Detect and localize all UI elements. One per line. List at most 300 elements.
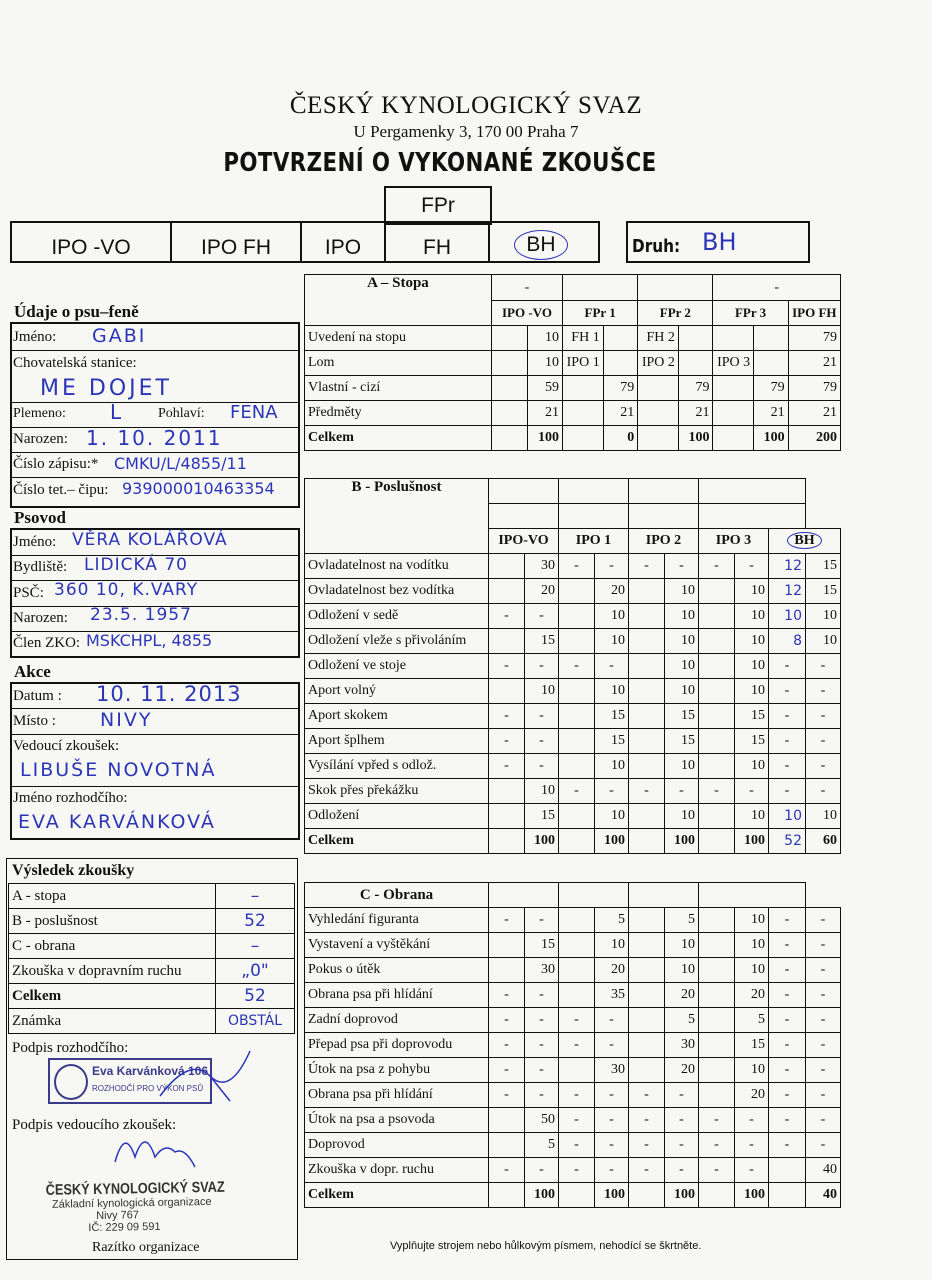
obrana-cell[interactable]: - bbox=[489, 1083, 525, 1108]
obrana-cell[interactable]: - bbox=[489, 908, 525, 933]
result-value[interactable]: – bbox=[216, 934, 295, 959]
poslusnost-cell[interactable] bbox=[629, 654, 665, 679]
stopa-cell[interactable]: 100 bbox=[754, 426, 789, 451]
handler-address[interactable]: LIDICKÁ 70 bbox=[84, 555, 188, 575]
obrana-cell[interactable] bbox=[629, 1183, 665, 1208]
poslusnost-cell[interactable]: 10 bbox=[525, 679, 559, 704]
obrana-cell[interactable] bbox=[699, 1058, 735, 1083]
obrana-cell[interactable]: - bbox=[665, 1133, 699, 1158]
obrana-cell[interactable]: - bbox=[525, 1158, 559, 1183]
obrana-cell[interactable]: - bbox=[629, 1108, 665, 1133]
poslusnost-cell[interactable] bbox=[559, 579, 595, 604]
tattoo[interactable]: 939000010463354 bbox=[122, 479, 275, 498]
result-value[interactable]: OBSTÁL bbox=[216, 1009, 295, 1034]
obrana-cell[interactable] bbox=[699, 933, 735, 958]
stopa-cell[interactable]: 21 bbox=[528, 401, 563, 426]
poslusnost-cell[interactable]: - bbox=[769, 679, 806, 704]
poslusnost-cell[interactable]: - bbox=[769, 729, 806, 754]
stopa-cell[interactable] bbox=[563, 401, 604, 426]
poslusnost-cell[interactable]: 10 bbox=[595, 679, 629, 704]
obrana-cell[interactable]: - bbox=[525, 1008, 559, 1033]
stopa-cell[interactable]: 79 bbox=[788, 376, 840, 401]
obrana-cell[interactable]: - bbox=[559, 1008, 595, 1033]
stopa-cell[interactable]: 10 bbox=[528, 326, 563, 351]
poslusnost-cell[interactable]: - bbox=[525, 729, 559, 754]
obrana-cell[interactable]: 30 bbox=[595, 1058, 629, 1083]
obrana-cell[interactable] bbox=[699, 908, 735, 933]
poslusnost-cell[interactable]: - bbox=[806, 679, 841, 704]
obrana-cell[interactable] bbox=[559, 958, 595, 983]
obrana-cell[interactable]: - bbox=[735, 1133, 769, 1158]
poslusnost-cell[interactable]: - bbox=[489, 704, 525, 729]
poslusnost-cell[interactable] bbox=[489, 629, 525, 654]
poslusnost-cell[interactable]: - bbox=[629, 779, 665, 804]
obrana-cell[interactable]: - bbox=[489, 1158, 525, 1183]
obrana-cell[interactable]: - bbox=[525, 1083, 559, 1108]
psc[interactable]: 360 10, K.VARY bbox=[54, 580, 199, 600]
poslusnost-cell[interactable]: 10 bbox=[665, 579, 699, 604]
poslusnost-cell[interactable]: 15 bbox=[525, 804, 559, 829]
poslusnost-cell[interactable]: 15 bbox=[806, 554, 841, 579]
obrana-cell[interactable]: - bbox=[735, 1108, 769, 1133]
exam-ipo-vo[interactable]: IPO -VO bbox=[51, 236, 131, 259]
obrana-cell[interactable] bbox=[559, 983, 595, 1008]
poslusnost-cell[interactable]: 15 bbox=[806, 579, 841, 604]
poslusnost-cell[interactable]: - bbox=[629, 554, 665, 579]
poslusnost-cell[interactable]: 10 bbox=[665, 804, 699, 829]
poslusnost-cell[interactable]: - bbox=[489, 654, 525, 679]
poslusnost-cell[interactable]: 10 bbox=[665, 629, 699, 654]
poslusnost-cell[interactable]: 100 bbox=[525, 829, 559, 854]
poslusnost-cell[interactable]: 10 bbox=[735, 754, 769, 779]
obrana-cell[interactable]: - bbox=[769, 983, 806, 1008]
poslusnost-cell[interactable]: 10 bbox=[665, 754, 699, 779]
stopa-cell[interactable] bbox=[491, 326, 528, 351]
place[interactable]: NIVY bbox=[100, 709, 153, 731]
stopa-cell[interactable] bbox=[491, 376, 528, 401]
poslusnost-cell[interactable] bbox=[699, 629, 735, 654]
obrana-cell[interactable]: 15 bbox=[735, 1033, 769, 1058]
poslusnost-cell[interactable] bbox=[699, 829, 735, 854]
poslusnost-cell[interactable]: - bbox=[595, 654, 629, 679]
obrana-cell[interactable]: 5 bbox=[665, 1008, 699, 1033]
poslusnost-cell[interactable]: 15 bbox=[735, 729, 769, 754]
obrana-cell[interactable]: - bbox=[806, 1108, 841, 1133]
poslusnost-cell[interactable]: - bbox=[525, 704, 559, 729]
stopa-cell[interactable]: 21 bbox=[754, 401, 789, 426]
stopa-cell[interactable] bbox=[603, 326, 638, 351]
obrana-cell[interactable]: - bbox=[595, 1158, 629, 1183]
poslusnost-cell[interactable]: 10 bbox=[735, 654, 769, 679]
exam-ipo-fh[interactable]: IPO FH bbox=[200, 236, 271, 259]
obrana-cell[interactable]: - bbox=[806, 1058, 841, 1083]
poslusnost-cell[interactable] bbox=[559, 629, 595, 654]
obrana-cell[interactable] bbox=[559, 1058, 595, 1083]
obrana-cell[interactable]: 100 bbox=[595, 1183, 629, 1208]
obrana-cell[interactable]: 100 bbox=[525, 1183, 559, 1208]
poslusnost-cell[interactable]: 10 bbox=[769, 604, 806, 629]
exam-bh-circled[interactable]: BH bbox=[514, 230, 568, 260]
poslusnost-cell[interactable]: 10 bbox=[525, 779, 559, 804]
stopa-cell[interactable]: 21 bbox=[788, 351, 840, 376]
poslusnost-cell[interactable]: 15 bbox=[735, 704, 769, 729]
stopa-cell[interactable]: FH 2 bbox=[638, 326, 679, 351]
poslusnost-cell[interactable] bbox=[629, 679, 665, 704]
poslusnost-cell[interactable]: 10 bbox=[806, 804, 841, 829]
poslusnost-cell[interactable] bbox=[489, 779, 525, 804]
poslusnost-cell[interactable]: 20 bbox=[595, 579, 629, 604]
stopa-cell[interactable]: 79 bbox=[603, 376, 638, 401]
poslusnost-cell[interactable]: - bbox=[769, 704, 806, 729]
poslusnost-cell[interactable]: 12 bbox=[769, 579, 806, 604]
poslusnost-cell[interactable] bbox=[629, 804, 665, 829]
stopa-cell[interactable]: FH 1 bbox=[563, 326, 604, 351]
poslusnost-cell[interactable]: 10 bbox=[665, 679, 699, 704]
poslusnost-cell[interactable]: 15 bbox=[525, 629, 559, 654]
member[interactable]: MSKCHPL, 4855 bbox=[86, 631, 213, 650]
obrana-cell[interactable]: - bbox=[699, 1158, 735, 1183]
obrana-cell[interactable] bbox=[559, 908, 595, 933]
stopa-cell[interactable]: 79 bbox=[754, 376, 789, 401]
obrana-cell[interactable] bbox=[489, 933, 525, 958]
poslusnost-cell[interactable]: 100 bbox=[665, 829, 699, 854]
stopa-cell[interactable] bbox=[638, 426, 679, 451]
poslusnost-cell[interactable]: - bbox=[595, 554, 629, 579]
obrana-cell[interactable]: - bbox=[595, 1083, 629, 1108]
date[interactable]: 10. 11. 2013 bbox=[96, 682, 242, 706]
poslusnost-cell[interactable]: - bbox=[699, 779, 735, 804]
obrana-cell[interactable]: - bbox=[489, 1033, 525, 1058]
dog-born[interactable]: 1. 10. 2011 bbox=[86, 426, 223, 450]
obrana-cell[interactable]: 20 bbox=[595, 958, 629, 983]
obrana-cell[interactable]: - bbox=[595, 1108, 629, 1133]
poslusnost-cell[interactable] bbox=[699, 579, 735, 604]
poslusnost-cell[interactable]: - bbox=[769, 654, 806, 679]
obrana-cell[interactable]: 5 bbox=[595, 908, 629, 933]
stopa-cell[interactable]: 59 bbox=[528, 376, 563, 401]
obrana-cell[interactable]: - bbox=[595, 1033, 629, 1058]
obrana-cell[interactable]: - bbox=[769, 1033, 806, 1058]
poslusnost-cell[interactable]: - bbox=[806, 779, 841, 804]
obrana-cell[interactable]: 40 bbox=[806, 1183, 841, 1208]
obrana-cell[interactable] bbox=[699, 1008, 735, 1033]
stopa-cell[interactable]: 79 bbox=[788, 326, 840, 351]
judge[interactable]: EVA KARVÁNKOVÁ bbox=[18, 811, 216, 833]
stopa-cell[interactable] bbox=[491, 401, 528, 426]
stopa-cell[interactable]: 100 bbox=[528, 426, 563, 451]
poslusnost-cell[interactable] bbox=[629, 829, 665, 854]
poslusnost-cell[interactable]: 10 bbox=[806, 629, 841, 654]
obrana-cell[interactable]: - bbox=[525, 1033, 559, 1058]
obrana-cell[interactable]: 10 bbox=[735, 958, 769, 983]
poslusnost-cell[interactable] bbox=[489, 829, 525, 854]
poslusnost-cell[interactable]: - bbox=[559, 654, 595, 679]
stopa-cell[interactable] bbox=[754, 351, 789, 376]
poslusnost-cell[interactable]: 10 bbox=[665, 604, 699, 629]
stopa-cell[interactable]: 100 bbox=[678, 426, 713, 451]
obrana-cell[interactable] bbox=[489, 1183, 525, 1208]
poslusnost-cell[interactable]: 30 bbox=[525, 554, 559, 579]
poslusnost-cell[interactable]: 10 bbox=[595, 604, 629, 629]
obrana-cell[interactable]: - bbox=[629, 1133, 665, 1158]
stopa-cell[interactable] bbox=[563, 426, 604, 451]
poslusnost-cell[interactable] bbox=[489, 679, 525, 704]
obrana-cell[interactable]: 50 bbox=[525, 1108, 559, 1133]
obrana-cell[interactable] bbox=[699, 958, 735, 983]
poslusnost-cell[interactable] bbox=[699, 754, 735, 779]
poslusnost-cell[interactable]: 10 bbox=[735, 679, 769, 704]
obrana-cell[interactable] bbox=[699, 983, 735, 1008]
poslusnost-cell[interactable] bbox=[489, 804, 525, 829]
stopa-cell[interactable] bbox=[491, 426, 528, 451]
obrana-cell[interactable]: 30 bbox=[525, 958, 559, 983]
poslusnost-cell[interactable]: 100 bbox=[735, 829, 769, 854]
obrana-cell[interactable]: - bbox=[489, 983, 525, 1008]
poslusnost-cell[interactable]: - bbox=[665, 554, 699, 579]
obrana-cell[interactable]: - bbox=[769, 1008, 806, 1033]
obrana-cell[interactable]: - bbox=[806, 983, 841, 1008]
stopa-cell[interactable]: IPO 3 bbox=[713, 351, 754, 376]
obrana-cell[interactable]: 5 bbox=[525, 1133, 559, 1158]
obrana-cell[interactable]: 10 bbox=[735, 933, 769, 958]
poslusnost-cell[interactable]: 100 bbox=[595, 829, 629, 854]
result-value[interactable]: – bbox=[216, 884, 295, 909]
poslusnost-cell[interactable]: 10 bbox=[806, 604, 841, 629]
stopa-cell[interactable]: 21 bbox=[678, 401, 713, 426]
stopa-cell[interactable] bbox=[678, 326, 713, 351]
poslusnost-cell[interactable] bbox=[559, 804, 595, 829]
poslusnost-cell[interactable]: - bbox=[735, 554, 769, 579]
leader[interactable]: LIBUŠE NOVOTNÁ bbox=[20, 759, 217, 781]
dog-name[interactable]: GABI bbox=[92, 325, 147, 347]
poslusnost-cell[interactable]: - bbox=[489, 604, 525, 629]
poslusnost-cell[interactable]: - bbox=[525, 654, 559, 679]
obrana-cell[interactable]: - bbox=[665, 1108, 699, 1133]
stopa-cell[interactable] bbox=[678, 351, 713, 376]
stopa-cell[interactable] bbox=[638, 376, 679, 401]
poslusnost-cell[interactable] bbox=[559, 704, 595, 729]
poslusnost-cell[interactable]: - bbox=[665, 779, 699, 804]
poslusnost-cell[interactable] bbox=[699, 704, 735, 729]
obrana-cell[interactable]: - bbox=[769, 1108, 806, 1133]
obrana-cell[interactable]: - bbox=[665, 1083, 699, 1108]
druh-value[interactable]: BH bbox=[702, 228, 737, 256]
obrana-cell[interactable]: 30 bbox=[665, 1033, 699, 1058]
poslusnost-cell[interactable]: 52 bbox=[769, 829, 806, 854]
poslusnost-cell[interactable] bbox=[629, 604, 665, 629]
stopa-cell[interactable] bbox=[713, 326, 754, 351]
obrana-cell[interactable]: - bbox=[595, 1133, 629, 1158]
obrana-cell[interactable]: - bbox=[699, 1108, 735, 1133]
obrana-cell[interactable]: - bbox=[489, 1058, 525, 1083]
handler-name[interactable]: VĚRA KOLÁŘOVÁ bbox=[72, 530, 228, 550]
obrana-cell[interactable]: - bbox=[806, 1033, 841, 1058]
poslusnost-cell[interactable]: - bbox=[699, 554, 735, 579]
obrana-cell[interactable] bbox=[559, 933, 595, 958]
poslusnost-cell[interactable]: 10 bbox=[735, 604, 769, 629]
obrana-cell[interactable]: - bbox=[806, 908, 841, 933]
kennel[interactable]: ME DOJET bbox=[40, 376, 172, 401]
poslusnost-cell[interactable]: - bbox=[769, 754, 806, 779]
stopa-cell[interactable]: 21 bbox=[788, 401, 840, 426]
obrana-cell[interactable]: 10 bbox=[595, 933, 629, 958]
poslusnost-cell[interactable]: 10 bbox=[595, 754, 629, 779]
obrana-cell[interactable]: - bbox=[525, 908, 559, 933]
obrana-cell[interactable] bbox=[489, 1133, 525, 1158]
poslusnost-cell[interactable] bbox=[699, 654, 735, 679]
obrana-cell[interactable]: - bbox=[489, 1008, 525, 1033]
obrana-cell[interactable]: - bbox=[806, 1008, 841, 1033]
poslusnost-cell[interactable]: 15 bbox=[595, 704, 629, 729]
poslusnost-cell[interactable] bbox=[559, 729, 595, 754]
obrana-cell[interactable]: - bbox=[559, 1158, 595, 1183]
poslusnost-cell[interactable] bbox=[489, 579, 525, 604]
stopa-cell[interactable] bbox=[638, 401, 679, 426]
obrana-cell[interactable] bbox=[629, 958, 665, 983]
obrana-cell[interactable] bbox=[559, 1183, 595, 1208]
poslusnost-cell[interactable]: - bbox=[525, 754, 559, 779]
obrana-cell[interactable] bbox=[629, 1008, 665, 1033]
poslusnost-cell[interactable]: 15 bbox=[665, 704, 699, 729]
poslusnost-cell[interactable]: 10 bbox=[735, 804, 769, 829]
poslusnost-cell[interactable] bbox=[629, 579, 665, 604]
obrana-cell[interactable]: 10 bbox=[665, 933, 699, 958]
obrana-cell[interactable] bbox=[629, 1058, 665, 1083]
exam-ipo[interactable]: IPO bbox=[324, 236, 362, 259]
obrana-cell[interactable]: - bbox=[769, 908, 806, 933]
result-value[interactable]: 52 bbox=[216, 909, 295, 934]
obrana-cell[interactable]: - bbox=[559, 1083, 595, 1108]
obrana-cell[interactable] bbox=[489, 958, 525, 983]
obrana-cell[interactable]: - bbox=[769, 1083, 806, 1108]
obrana-cell[interactable]: 40 bbox=[806, 1158, 841, 1183]
obrana-cell[interactable]: 100 bbox=[665, 1183, 699, 1208]
obrana-cell[interactable]: 20 bbox=[665, 983, 699, 1008]
poslusnost-cell[interactable]: - bbox=[806, 654, 841, 679]
stopa-cell[interactable] bbox=[713, 376, 754, 401]
obrana-cell[interactable] bbox=[489, 1108, 525, 1133]
obrana-cell[interactable] bbox=[769, 1183, 806, 1208]
poslusnost-cell[interactable] bbox=[559, 829, 595, 854]
result-value[interactable]: 52 bbox=[216, 984, 295, 1009]
stopa-cell[interactable] bbox=[563, 376, 604, 401]
poslusnost-cell[interactable]: 8 bbox=[769, 629, 806, 654]
obrana-cell[interactable]: 100 bbox=[735, 1183, 769, 1208]
obrana-cell[interactable] bbox=[769, 1158, 806, 1183]
obrana-cell[interactable]: - bbox=[525, 1058, 559, 1083]
obrana-cell[interactable]: - bbox=[525, 983, 559, 1008]
breed[interactable]: L bbox=[110, 400, 122, 424]
obrana-cell[interactable] bbox=[629, 908, 665, 933]
obrana-cell[interactable]: 20 bbox=[665, 1058, 699, 1083]
obrana-cell[interactable] bbox=[629, 933, 665, 958]
poslusnost-cell[interactable]: - bbox=[525, 604, 559, 629]
obrana-cell[interactable]: - bbox=[559, 1108, 595, 1133]
obrana-cell[interactable]: 20 bbox=[735, 983, 769, 1008]
poslusnost-cell[interactable]: 10 bbox=[595, 804, 629, 829]
poslusnost-cell[interactable]: 10 bbox=[735, 579, 769, 604]
obrana-cell[interactable]: - bbox=[806, 933, 841, 958]
stopa-cell[interactable]: 200 bbox=[788, 426, 840, 451]
obrana-cell[interactable]: - bbox=[595, 1008, 629, 1033]
poslusnost-cell[interactable]: 10 bbox=[665, 654, 699, 679]
poslusnost-cell[interactable] bbox=[699, 729, 735, 754]
obrana-cell[interactable] bbox=[699, 1183, 735, 1208]
poslusnost-cell[interactable] bbox=[699, 804, 735, 829]
obrana-cell[interactable]: 10 bbox=[735, 1058, 769, 1083]
poslusnost-cell[interactable] bbox=[629, 754, 665, 779]
poslusnost-cell[interactable] bbox=[559, 754, 595, 779]
obrana-cell[interactable]: - bbox=[806, 958, 841, 983]
stopa-cell[interactable] bbox=[603, 351, 638, 376]
obrana-cell[interactable]: - bbox=[769, 958, 806, 983]
poslusnost-cell[interactable] bbox=[489, 554, 525, 579]
stopa-cell[interactable] bbox=[491, 351, 528, 376]
poslusnost-cell[interactable]: - bbox=[595, 779, 629, 804]
poslusnost-cell[interactable]: - bbox=[559, 779, 595, 804]
obrana-cell[interactable]: - bbox=[559, 1133, 595, 1158]
obrana-cell[interactable]: 10 bbox=[665, 958, 699, 983]
poslusnost-cell[interactable]: 12 bbox=[769, 554, 806, 579]
poslusnost-cell[interactable]: - bbox=[489, 729, 525, 754]
poslusnost-cell[interactable] bbox=[559, 679, 595, 704]
obrana-cell[interactable]: - bbox=[769, 1058, 806, 1083]
obrana-cell[interactable]: 10 bbox=[735, 908, 769, 933]
poslusnost-cell[interactable] bbox=[699, 604, 735, 629]
obrana-cell[interactable] bbox=[629, 983, 665, 1008]
obrana-cell[interactable]: - bbox=[665, 1158, 699, 1183]
obrana-cell[interactable]: 20 bbox=[735, 1083, 769, 1108]
poslusnost-cell[interactable]: 15 bbox=[595, 729, 629, 754]
sex[interactable]: FENA bbox=[230, 402, 278, 423]
poslusnost-cell[interactable]: - bbox=[489, 754, 525, 779]
poslusnost-cell[interactable] bbox=[699, 679, 735, 704]
obrana-cell[interactable] bbox=[699, 1083, 735, 1108]
exam-fh[interactable]: FH bbox=[423, 236, 451, 259]
poslusnost-cell[interactable] bbox=[629, 729, 665, 754]
poslusnost-cell[interactable]: 15 bbox=[665, 729, 699, 754]
handler-born[interactable]: 23.5. 1957 bbox=[90, 605, 192, 625]
obrana-cell[interactable]: - bbox=[735, 1158, 769, 1183]
stopa-cell[interactable]: 21 bbox=[603, 401, 638, 426]
obrana-cell[interactable]: - bbox=[769, 1133, 806, 1158]
poslusnost-cell[interactable]: - bbox=[806, 754, 841, 779]
poslusnost-cell[interactable]: 10 bbox=[595, 629, 629, 654]
obrana-cell[interactable] bbox=[699, 1033, 735, 1058]
obrana-cell[interactable]: - bbox=[629, 1083, 665, 1108]
obrana-cell[interactable]: 35 bbox=[595, 983, 629, 1008]
obrana-cell[interactable] bbox=[629, 1033, 665, 1058]
poslusnost-cell[interactable] bbox=[629, 704, 665, 729]
stopa-cell[interactable]: 79 bbox=[678, 376, 713, 401]
stopa-cell[interactable] bbox=[713, 426, 754, 451]
stopa-cell[interactable] bbox=[754, 326, 789, 351]
poslusnost-cell[interactable]: - bbox=[735, 779, 769, 804]
obrana-cell[interactable]: - bbox=[806, 1083, 841, 1108]
obrana-cell[interactable]: 5 bbox=[665, 908, 699, 933]
poslusnost-cell[interactable]: - bbox=[806, 704, 841, 729]
poslusnost-cell[interactable]: 10 bbox=[735, 629, 769, 654]
obrana-cell[interactable]: - bbox=[806, 1133, 841, 1158]
stopa-cell[interactable]: IPO 2 bbox=[638, 351, 679, 376]
obrana-cell[interactable]: - bbox=[769, 933, 806, 958]
poslusnost-cell[interactable] bbox=[629, 629, 665, 654]
poslusnost-cell[interactable] bbox=[559, 604, 595, 629]
stopa-cell[interactable]: 0 bbox=[603, 426, 638, 451]
poslusnost-cell[interactable]: 20 bbox=[525, 579, 559, 604]
stopa-cell[interactable]: IPO 1 bbox=[563, 351, 604, 376]
result-value[interactable]: „0" bbox=[216, 959, 295, 984]
